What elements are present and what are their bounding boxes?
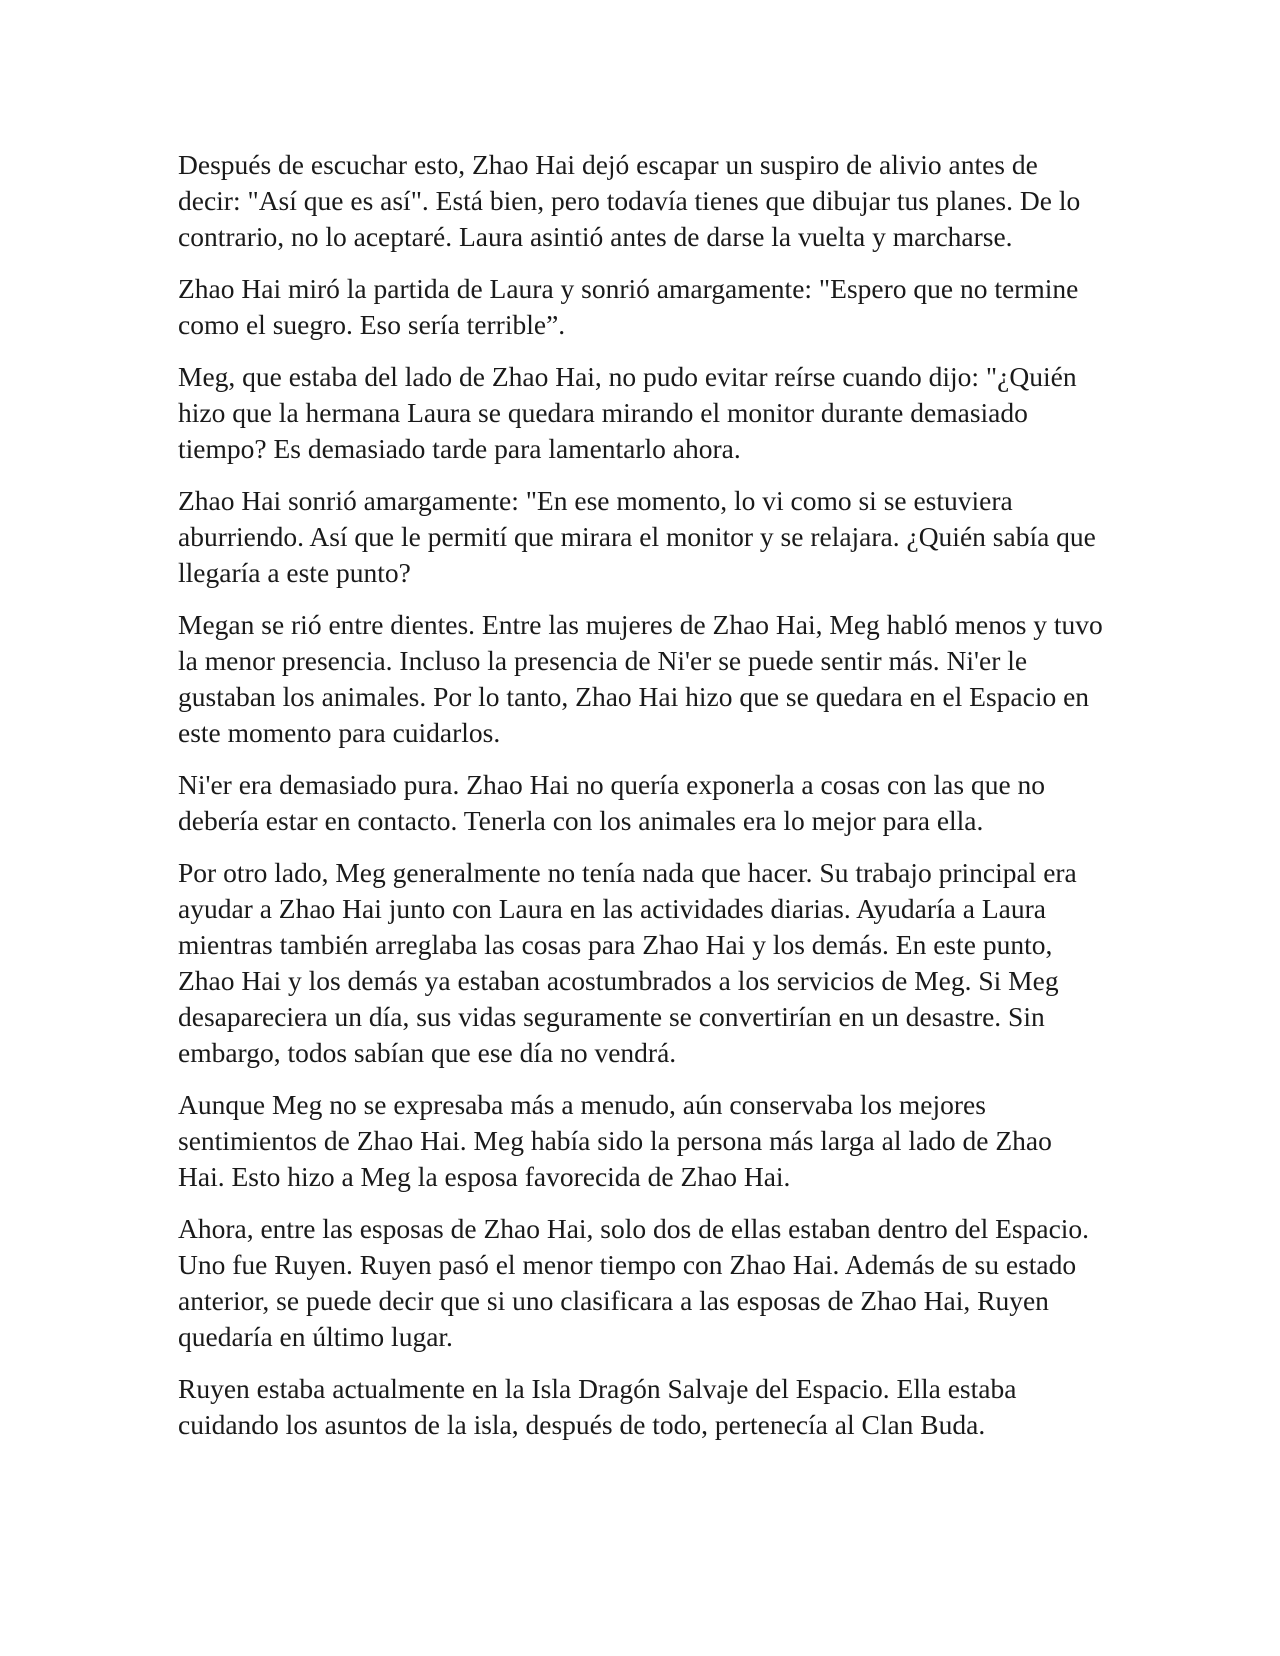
paragraph-8: Aunque Meg no se expresaba más a menudo, aún conservaba los mejores sentimientos de Zhao Hai. Meg había sido la persona más larga al lado de Zhao Hai. Esto hizo a Meg la esposa favorecida de Zhao Hai. xyxy=(178,1089,1052,1192)
paragraph-9: Ahora, entre las esposas de Zhao Hai, solo dos de ellas estaban dentro del Espacio. Uno fue Ruyen. Ruyen pasó el menor tiempo con Zhao Hai. Además de su estado anterior, se puede decir que si uno clasificara a las esposas de Zhao Hai, Ruyen quedaría en último lugar. xyxy=(178,1213,1090,1352)
paragraph-7: Por otro lado, Meg generalmente no tenía nada que hacer. Su trabajo principal era ayudar a Zhao Hai junto con Laura en las actividades diarias. Ayudaría a Laura mientras también arreglaba las cosas para Zhao Hai y los demás. En este punto, Zhao Hai y los demás ya estaban acostumbrados a los servicios de Meg. Si Meg desapareciera un día, sus vidas seguramente se convertirían en un desastre. Sin embargo, todos sabían que ese día no vendrá. xyxy=(178,857,1077,1068)
text-body xyxy=(178,147,1104,1459)
paragraph-10: Ruyen estaba actualmente en la Isla Dragón Salvaje del Espacio. Ella estaba cuidando los asuntos de la isla, después de todo, pertenecía al Clan Buda. xyxy=(178,1373,1017,1440)
paragraph-3: Meg, que estaba del lado de Zhao Hai, no pudo evitar reírse cuando dijo: "¿Quién hizo que la hermana Laura se quedara mirando el monitor durante demasiado tiempo? Es demasiado tarde para lamentarlo ahora. xyxy=(178,361,1077,464)
paragraph-6: Ni'er era demasiado pura. Zhao Hai no quería exponerla a cosas con las que no debería estar en contacto. Tenerla con los animales era lo mejor para ella. xyxy=(178,769,1046,836)
paragraph-2: Zhao Hai miró la partida de Laura y sonrió amargamente: "Espero que no termine como el suegro. Eso sería terrible”. xyxy=(178,273,1079,340)
paragraph-1: Después de escuchar esto, Zhao Hai dejó escapar un suspiro de alivio antes de decir: "Así que es así". Está bien, pero todavía tienes que dibujar tus planes. De lo contrario, no lo aceptaré. Laura asintió antes de darse la vuelta y marcharse. xyxy=(178,149,1081,252)
paragraph-5: Megan se rió entre dientes. Entre las mujeres de Zhao Hai, Meg habló menos y tuvo la menor presencia. Incluso la presencia de Ni'er se puede sentir más. Ni'er le gustaban los animales. Por lo tanto, Zhao Hai hizo que se quedara en el Espacio en este momento para cuidarlos. xyxy=(178,609,1103,748)
paragraph-4: Zhao Hai sonrió amargamente: "En ese momento, lo vi como si se estuviera aburriendo. Así que le permití que mirara el monitor y se relajara. ¿Quién sabía que llegaría a este punto? xyxy=(178,485,1096,588)
